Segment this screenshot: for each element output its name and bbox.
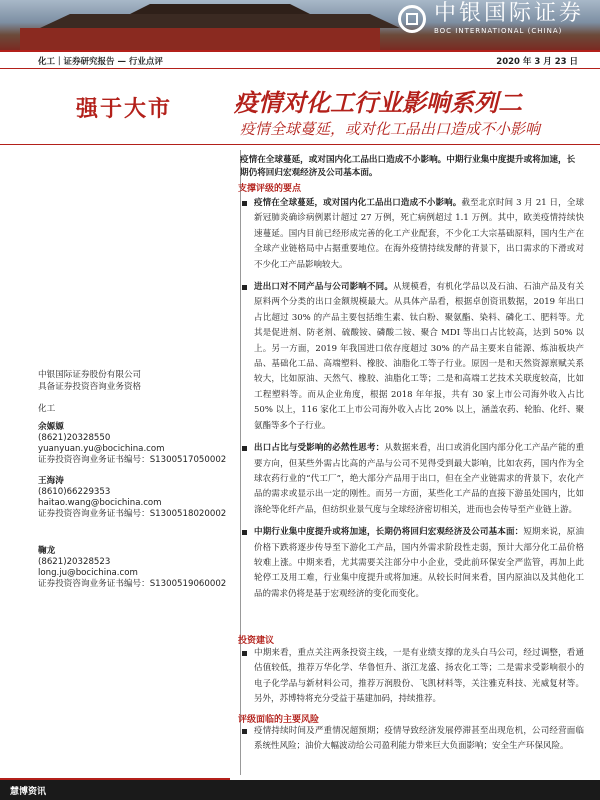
analyst-phone: (8610)66229353 — [38, 487, 111, 497]
title-rule — [0, 144, 600, 145]
analyst-cert: 证券投资咨询业务证书编号：S1300519060002 — [38, 579, 227, 589]
top-red-rule — [0, 50, 600, 52]
point-3: 出口占比与受影响的必然性思考：从数据来看，出口或消化国内部分化工产品产能的重要方向，但某些外需占比高的产品与公司不见得受到最大影响，比如农药，国内作为全球农药行业的“代工厂”，绝大部分产品用于出口，但在全产业链需求的背景下，农化产品的需求或显示出一定的刚性。而另一方面，某些化工产品的直接下游虽处国内，比如涤纶等化纤产品，但纺织业景气度与全球经济密切相关，进而也会传导至产业链上游。 — [240, 441, 584, 518]
analyst-phone: (8621)20328523 — [38, 557, 111, 567]
header-rule — [0, 68, 600, 69]
palace-roof-top — [130, 4, 310, 14]
palace-roof — [40, 14, 400, 28]
analyst-email[interactable]: long.ju@bocichina.com — [38, 568, 138, 578]
analyst-email[interactable]: haitao.wang@bocichina.com — [38, 498, 162, 508]
header-banner — [0, 0, 600, 50]
analyst-name: 王海涛 — [38, 476, 64, 486]
palace-walls — [20, 28, 380, 50]
risk-heading: 评级面临的主要风险 — [238, 715, 320, 725]
page-title: 疫情对化工行业影响系列二 — [234, 88, 522, 117]
firm-license: 具备证券投资咨询业务资格 — [38, 382, 142, 392]
analyst-name: 余嫄嫄 — [38, 422, 64, 432]
brand-logo — [398, 2, 584, 36]
analyst-cert: 证券投资咨询业务证书编号：S1300518020002 — [38, 509, 227, 519]
report-category: 化工｜证券研究报告 — 行业点评 — [38, 57, 163, 67]
point-1: 疫情在全球蔓延，或对国内化工品出口造成不小影响。截至北京时间 3 月 21 日，全球新冠肺炎确诊病例累计超过 27 万例，死亡病例超过 1.1 万例。其中，欧美疫情持续快速蔓延。国内目前已经形成完善的化工产业配套，不少化工大宗基础原料，国内生产在全球产业链格局中占据重要地位。在海外疫情持续发酵的背景下，出口需求的下滑或对不少化工产品影响较大。 — [240, 196, 584, 273]
invest-block — [240, 646, 584, 708]
analyst-name: 鞠龙 — [38, 546, 56, 556]
invest-heading: 投资建议 — [238, 636, 275, 646]
analyst-1 — [38, 422, 226, 466]
point-2: 进出口对不同产品与公司影响不同。从规模看，有机化学品以及石油、石油产品及有关原料两个分类的出口金额规模最大。从具体产品看，根据卓创资讯数据，2019 年出口占比超过 30% 的产品主要包括维生素、钛白粉、聚氨酯、染料、磷化工、肥料等。尤其是促进剂、防老剂、硫酸铵、磷酸二铵、聚合 MDI 等出口占比较高，达到 50% 以上。另一方面，2019 年我国进口依存度超过 30% 的产品主要来自能源、炼油板块产品、基础化工品、高端塑料、橡胶、油脂化工等子行业。原因一是和天然资源禀赋关系较大，比如原油、天然气、橡胶、油脂化工等；二是和高端工艺技术关联度较高，比如工程塑料等。而从企业角度，根据 2018 年年报，共有 30 家上市公司海外收入占比 50% 以上，116 家化工上市公司海外收入占比 20% 以上，涵盖农药、轮胎、化纤、聚氨酯等多个子行业。 — [240, 280, 584, 434]
boc-logo-icon — [398, 5, 426, 33]
footer-bar — [0, 780, 600, 800]
analyst-phone: (8621)20328550 — [38, 433, 111, 443]
invest-text: 中期来看，重点关注两条投资主线，一是有业绩支撑的龙头白马公司，经过调整，看通估值较低，推荐万华化学、华鲁恒升、浙江龙盛、扬农化工等；二是需求受影响很小的电子化学品与新材料公司，推荐万润股份、飞凯材料等，关注雅克科技、光威复材等。另外，苏博特将充分受益于基建加码，持续推荐。 — [240, 646, 584, 708]
brand-en: BOC INTERNATIONAL (CHINA) — [433, 27, 563, 35]
point-4: 中期行业集中度提升或将加速，长期仍将回归宏观经济及公司基本面：短期来说，原油价格下跌将逐步传导至下游化工产品，国内外需求阶段性走弱，预计大部分化工品价格较难上涨。中期来看，尤其需要关注部分中小企业，受此前环保安全严监管，再加上此轮停工及用工难，行业集中度提升或将加速。从较长时间来看，国内原油以及其他化工品的需求仍将是基于宏观经济的变化而变化。 — [240, 525, 584, 602]
summary-intro: 疫情在全球蔓延，或对国内化工品出口造成不小影响。中期行业集中度提升或将加速，长期仍将回归宏观经济及公司基本面。 — [240, 155, 576, 178]
page-subtitle: 疫情全球蔓延，或对化工品出口造成不小影响 — [240, 120, 541, 138]
analyst-3 — [38, 546, 226, 590]
analyst-cert: 证券投资咨询业务证书编号：S1300517050002 — [38, 455, 227, 465]
report-date: 2020 年 3 月 23 日 — [496, 57, 578, 67]
firm-name: 中银国际证券股份有限公司 — [38, 370, 142, 380]
analyst-2 — [38, 476, 226, 520]
brand-cn: 中银国际证券 — [433, 1, 584, 26]
analyst-email[interactable]: yuanyuan.yu@bocichina.com — [38, 444, 165, 454]
footer-watermark: 慧博资讯 — [10, 787, 47, 797]
points-block — [240, 196, 584, 602]
points-heading: 支撑评级的要点 — [238, 184, 302, 194]
risk-block — [240, 724, 584, 755]
sector: 化工 — [38, 404, 56, 414]
rating: 强于大市 — [76, 96, 173, 122]
risk-text: 疫情持续时间及严重情况超预期；疫情导致经济发展停滞甚至出现危机，公司经营面临系统性风险；油价大幅波动给公司盈利能力带来巨大负面影响；安全生产环保风险。 — [240, 724, 584, 755]
